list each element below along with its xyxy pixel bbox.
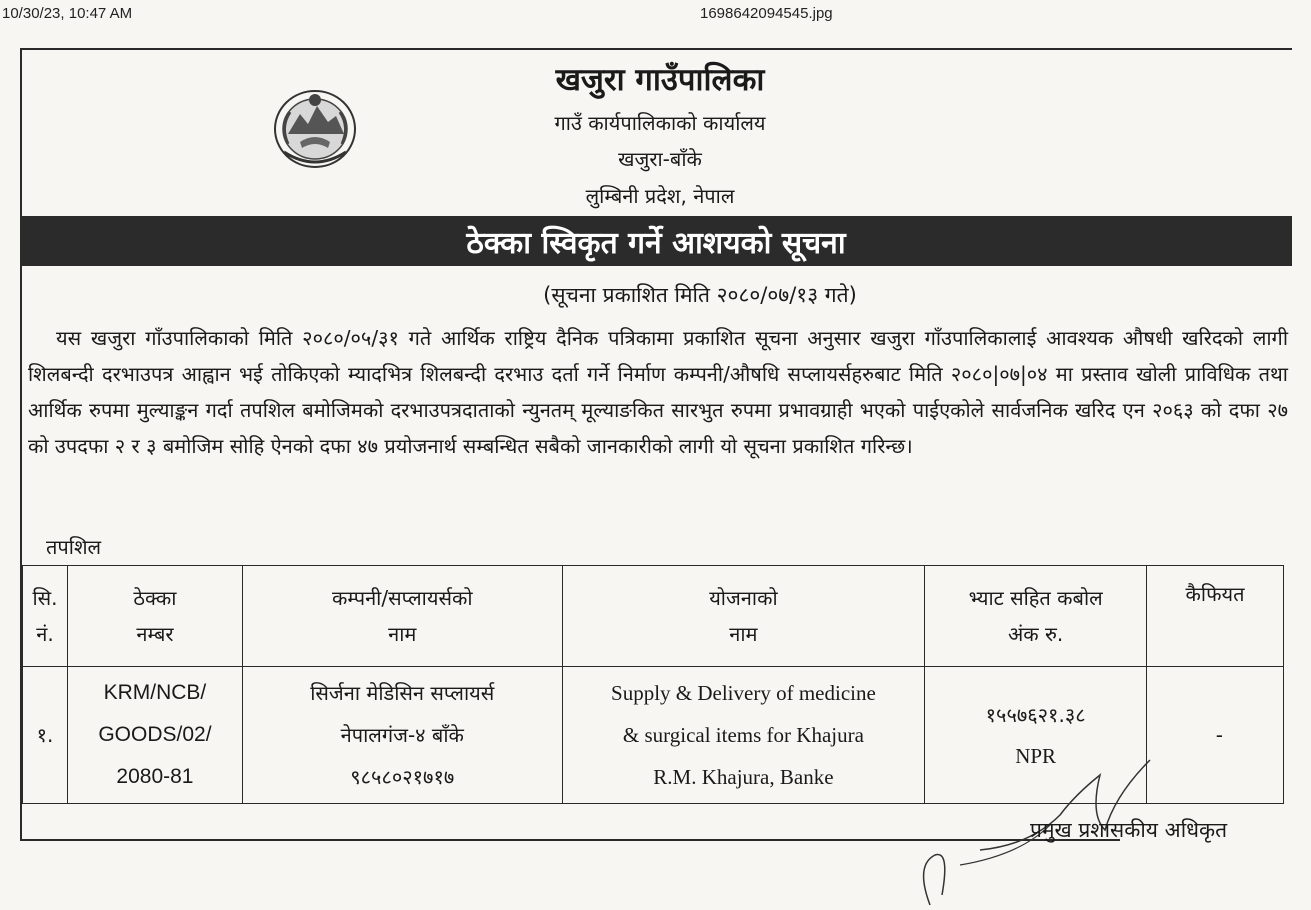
province-name: लुम्बिनी प्रदेश, नेपाल — [585, 184, 735, 208]
top-border — [20, 48, 1292, 50]
table-header-row — [23, 566, 1284, 667]
header-amount — [925, 566, 1147, 667]
header-serial — [23, 566, 68, 667]
cell-line: GOODS/02/ — [98, 723, 212, 746]
cell-line: १५५७६२१.३८ — [985, 703, 1086, 727]
header-remarks — [1147, 566, 1284, 667]
cell-line: ९८५८०२१७१७ — [350, 765, 455, 789]
cell-line: NPR — [1015, 744, 1057, 768]
cell-project — [562, 667, 925, 804]
header-line: नम्बर — [136, 622, 174, 646]
header-line: ठेक्का — [133, 586, 177, 610]
cell-serial: १. — [23, 667, 68, 804]
header-line: नाम — [729, 622, 758, 646]
header-line: योजनाको — [709, 586, 778, 610]
publish-date: (सूचना प्रकाशित मिति २०८०/०७/१३ गते) — [543, 283, 857, 307]
header-line: कम्पनी/सप्लायर्सको — [331, 586, 473, 610]
cell-line: Supply & Delivery of medicine — [611, 681, 876, 705]
organization-name: खजुरा गाउँपालिका — [555, 62, 765, 98]
cell-line: & surgical items for Khajura — [622, 723, 864, 747]
header-line: सि. — [32, 586, 58, 610]
notice-title: ठेक्का स्विकृत गर्ने आशयको सूचना — [20, 216, 1292, 266]
cell-line: नेपालगंज-४ बाँके — [340, 723, 464, 747]
cell-company — [242, 667, 562, 804]
cell-line: 2080-81 — [116, 765, 194, 788]
header-company — [242, 566, 562, 667]
header-line: नाम — [388, 622, 417, 646]
header-line: अंक रु. — [1007, 622, 1064, 646]
header-contract-no — [67, 566, 242, 667]
print-timestamp: 10/30/23, 10:47 AM — [2, 5, 133, 22]
header-line: भ्याट सहित कबोल — [968, 586, 1103, 610]
header-line: कैफियत — [1185, 582, 1245, 606]
cell-contract-no — [67, 667, 242, 804]
file-name: 1698642094545.jpg — [700, 5, 833, 22]
office-location: खजुरा-बाँके — [618, 147, 702, 171]
cell-line: R.M. Khajura, Banke — [653, 765, 834, 789]
signatory-title: प्रमुख प्रशासकीय अधिकृत — [1030, 818, 1228, 842]
header-project — [562, 566, 925, 667]
header-line: नं. — [36, 622, 54, 646]
cell-line: सिर्जना मेडिसिन सप्लायर्स — [310, 681, 495, 705]
cell-line: KRM/NCB/ — [103, 681, 207, 704]
notice-paragraph: यस खजुरा गाँउपालिकाको मिति २०८०/०५/३१ गते आर्थिक राष्ट्रिय दैनिक पत्रिकामा प्रकाशित सूचना अनुसार खजुरा गाँउपालिकालाई आवश्यक औषधी खरिदको लागी शिलबन्दी दरभाउपत्र आह्वान भई तोकिएको म्यादभित्र शिलबन्दी दरभाउ दर्ता गर्ने निर्माण कम्पनी/औषधि सप्लायर्सहरुबाट मिति २०८०|०७|०४ मा प्रस्ताव खोली प्राविधिक तथा आर्थिक रुपमा मुल्याङ्कन गर्दा तपशिल बमोजिमको दरभाउपत्रदाताको न्युनतम् मूल्याङकित सारभुत रुपमा प्रभावग्राही भएको पाईएकोले सार्वजनिक खरिद एन २०६३ को दफा २७ को उपदफा २ र ३ बमोजिम सोहि ऐनको दफा ४७ प्रयोजनार्थ सम्बन्धित सबैको जानकारीको लागी यो सूचना प्रकाशित गरिन्छ। — [28, 326, 1288, 458]
nepal-emblem-icon — [270, 82, 360, 172]
schedule-label: तपशिल — [46, 535, 102, 559]
office-name: गाउँ कार्यपालिकाको कार्यालय — [554, 111, 766, 135]
cell-remarks: - — [1147, 667, 1284, 804]
